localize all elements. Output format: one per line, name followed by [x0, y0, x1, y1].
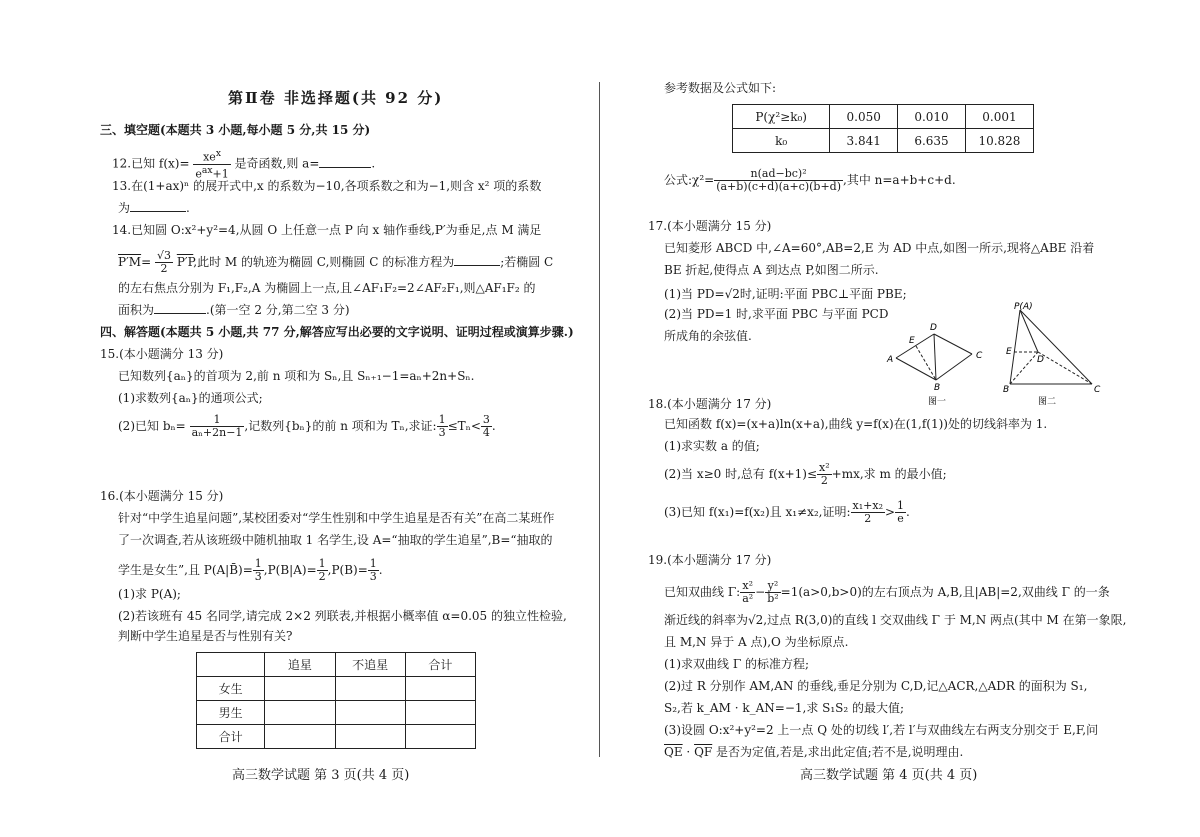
edge-cb: [936, 354, 972, 380]
q14-fraction: [155, 250, 173, 275]
table-header-cell: 合计: [405, 653, 475, 677]
q16-fraction-3: [368, 558, 379, 583]
label-c: C: [1094, 385, 1101, 395]
question-19-line5: (2)过 R 分别作 AM,AN 的垂线,垂足分别为 C,D,记△ACR,△ADR 的面积为 S₁,: [664, 679, 1088, 693]
formula-fraction: [714, 168, 843, 193]
question-17-line3: (1)当 PD=√2时,证明:平面 PBC⊥平面 PBE;: [664, 287, 907, 301]
q18-den: 2: [820, 474, 828, 487]
question-14-line3: 的左右焦点分别为 F₁,F₂,A 为椭圆上一点,且∠AF₁F₂=2∠AF₂F₁,则△AF₁F₂ 的: [118, 281, 536, 295]
page-footer: 高三数学试题 第 4 页(共 4 页): [800, 768, 978, 783]
edge-db: [934, 334, 936, 380]
question-19-head: 19.(本小题满分 17 分): [648, 553, 772, 567]
question-16-line5: (2)若该班有 45 名同学,请完成 2×2 列联表,并根据小概率值 α=0.05 的独立性检验,: [118, 609, 567, 623]
table-header-cell: 不追星: [335, 653, 405, 677]
ref-cell: 0.050: [830, 105, 898, 129]
edge-pd: [1020, 310, 1038, 352]
ref-cell: 3.841: [830, 129, 898, 153]
vector-qe: $\overline{QE}$: [664, 745, 683, 759]
q16-f2-den: 2: [318, 570, 326, 583]
table-cell[interactable]: [335, 701, 405, 725]
formula-den: (a+b)(c+d)(a+c)(b+d): [716, 180, 841, 193]
question-19-line2: 渐近线的斜率为√2,过点 R(3,0)的直线 l 交双曲线 Γ 于 M,N 两点(其中 M 在第一象限,: [664, 613, 1127, 627]
answer-blank[interactable]: [319, 167, 371, 168]
q15-fraction-2: [481, 414, 492, 439]
question-17-head: 17.(本小题满分 15 分): [648, 219, 772, 233]
label-p: P(A): [1014, 302, 1033, 312]
q12-fraction: [193, 148, 230, 180]
question-19-line7: (3)设圆 O:x²+y²=2 上一点 Q 处的切线 l′,若 l′与双曲线左右两支分别交于 E,F,问: [664, 723, 1099, 737]
q16-f1-den: 3: [254, 570, 262, 583]
ref-cell: k₀: [733, 129, 830, 153]
question-17-line4: (2)当 PD=1 时,求平面 PBC 与平面 PCD: [664, 307, 889, 321]
question-15-line2: (1)求数列{aₙ}的通项公式;: [118, 391, 263, 405]
label-e: E: [909, 336, 915, 346]
q15-den: aₙ+2n−1: [191, 426, 243, 439]
question-14-line4: [118, 302, 350, 318]
q13-text-b: 为: [118, 201, 131, 215]
formula-num: n(ad−bc)²: [714, 168, 843, 181]
q14-tail2: ;若椭圆 C: [500, 255, 554, 269]
question-18-line2: (1)求实数 a 的值;: [664, 439, 760, 453]
q18-num2: x₁+x₂: [852, 499, 883, 512]
answer-blank[interactable]: [154, 313, 206, 314]
question-19-line1: [664, 580, 1110, 605]
q19-f1-num: x²: [740, 580, 755, 593]
label-e: E: [1006, 347, 1012, 357]
q12-den: e: [195, 167, 202, 181]
ref-cell: 0.010: [898, 105, 966, 129]
q14-tail-d: .(第一空 2 分,第二空 3 分): [206, 303, 350, 317]
q14-frac-den: 2: [160, 262, 168, 275]
q15-f1-den: 3: [438, 426, 446, 439]
q15-text-b: ,记数列{bₙ}的前 n 项和为 Tₙ,求证:: [244, 419, 437, 433]
table-cell[interactable]: [265, 677, 335, 701]
q18-num: x²: [819, 461, 830, 474]
q12-text-a: 12.已知 f(x)=: [112, 156, 190, 171]
q15-fraction-b: [190, 414, 245, 439]
label-c: C: [976, 351, 983, 361]
question-17-line2: BE 折起,使得点 A 到达点 P,如图二所示.: [664, 263, 879, 277]
table-header-cell: [197, 653, 265, 677]
section-fill-blank: 三、填空题(本题共 3 小题,每小题 5 分,共 15 分): [100, 123, 371, 137]
part-title: 第Ⅱ卷 非选择题(共 92 分): [228, 89, 444, 107]
question-16-line3: [118, 558, 383, 583]
q12-den-sup: ax: [201, 164, 213, 176]
q15-f2-den: 4: [482, 426, 490, 439]
q18-den3: e: [897, 512, 904, 525]
ref-cell: 6.635: [898, 129, 966, 153]
ref-cell: 10.828: [965, 129, 1033, 153]
contingency-table: [196, 652, 476, 749]
q15-mid: ≤Tₙ<: [447, 419, 481, 433]
answer-blank[interactable]: [454, 265, 500, 266]
q18-den2: 2: [864, 512, 872, 525]
q18-num3: 1: [897, 499, 905, 512]
label-d: D: [930, 323, 937, 333]
edge-ad: [896, 334, 934, 358]
edge-dc: [934, 334, 972, 354]
question-17-line1: 已知菱形 ABCD 中,∠A=60°,AB=2,E 为 AD 中点,如图一所示,现将△ABE 沿着: [664, 241, 1095, 255]
q16-end: .: [378, 563, 383, 577]
q12-num-sup: x: [215, 148, 221, 159]
table-cell[interactable]: [405, 677, 475, 701]
q18-fraction-3: [895, 500, 906, 525]
q16-f2-num: 1: [318, 557, 326, 570]
formula-text-b: ,其中 n=a+b+c+d.: [843, 173, 956, 187]
figure-caption: 图一: [928, 397, 947, 407]
q12-num: xe: [203, 150, 216, 164]
q16-f3-den: 3: [369, 570, 377, 583]
q14-text-d: 面积为: [118, 303, 155, 317]
table-row-label: 女生: [197, 677, 265, 701]
figure-one: [882, 318, 992, 408]
question-12: 12.已知 f(x)= $xe^x$ $e^{ax}+1$ 是奇函数,则 a= .: [112, 148, 376, 181]
ref-cell: 0.001: [965, 105, 1033, 129]
figure-caption: 图二: [1038, 397, 1057, 407]
table-cell[interactable]: [405, 725, 475, 749]
q19-f1-den: a²: [742, 592, 754, 605]
table-cell[interactable]: [405, 701, 475, 725]
question-14-line2: P′M= $\frac{√3}{2}$ P′P,此时 M 的轨迹为椭圆 C,则椭圆 C 的标准方程为 ;若椭圆 C: [118, 249, 554, 275]
table-cell[interactable]: [265, 701, 335, 725]
question-16-line4: (1)求 P(A);: [118, 587, 181, 601]
q19-text-a: 已知双曲线 Γ:: [664, 585, 741, 599]
dot-operator: ·: [682, 745, 695, 759]
question-15-line3: [118, 414, 496, 439]
label-b: B: [1003, 385, 1010, 395]
vector-pp: P′P: [176, 255, 194, 269]
right-page: [600, 0, 1200, 837]
question-18-line3: [664, 462, 947, 487]
question-15-line1: 已知数列{aₙ}的首项为 2,前 n 项和为 Sₙ,且 Sₙ₊₁−1=aₙ+2n+Sₙ.: [118, 369, 475, 383]
q16-fraction-2: [317, 558, 328, 583]
question-13-line2: 为 .: [118, 201, 190, 215]
reference-table: [732, 104, 1034, 153]
table-header-cell: 追星: [265, 653, 335, 677]
q19-fraction-2: [765, 580, 780, 605]
question-14-line1: 14.已知圆 O:x²+y²=4,从圆 O 上任意一点 P 向 x 轴作垂线,P′为垂足,点 M 满足: [112, 223, 542, 237]
figure-two: [1000, 300, 1110, 408]
vector-qf: $\overline{QF}$: [694, 745, 713, 759]
question-19-line8: [664, 744, 963, 760]
q19-line8-text: 是否为定值,若是,求出此定值;若不是,说明理由.: [712, 745, 964, 759]
formula-text-a: 公式:χ²=: [664, 173, 715, 187]
q16-text-b: ,P(B|A)=: [263, 563, 317, 577]
q19-f2-num: y²: [765, 580, 780, 593]
q14-tail: ,此时 M 的轨迹为椭圆 C,则椭圆 C 的标准方程为: [193, 255, 455, 269]
q18-mid: >: [884, 505, 896, 519]
table-row-label: 合计: [197, 725, 265, 749]
q19-minus: −: [755, 585, 766, 599]
q16-fraction-1: [253, 558, 264, 583]
q18-text-a: (2)当 x≥0 时,总有 f(x+1)≤: [664, 467, 818, 481]
question-18-line1: 已知函数 f(x)=(x+a)ln(x+a),曲线 y=f(x)在(1,f(1))处的切线斜率为 1.: [664, 417, 1048, 431]
question-18-head: 18.(本小题满分 17 分): [648, 397, 772, 411]
q15-f1-num: 1: [438, 413, 446, 426]
label-d: D: [1037, 355, 1044, 365]
q15-text-a: (2)已知 bₙ=: [118, 419, 186, 433]
q16-f1-num: 1: [254, 557, 262, 570]
q16-text-a: 学生是女生”,且 P(A|B̄)=: [118, 563, 253, 577]
q18-fraction-2: [851, 500, 885, 525]
q19-fraction-1: [740, 580, 755, 605]
q18-end: .: [906, 505, 910, 519]
edge-bd: [1010, 352, 1038, 384]
question-19-line6: S₂,若 k_AM · k_AN=−1,求 S₁S₂ 的最大值;: [664, 701, 905, 715]
vector-pm: P′M: [118, 255, 142, 269]
q15-num: 1: [190, 414, 245, 427]
q15-end: .: [491, 419, 496, 433]
question-15-head: 15.(本小题满分 13 分): [100, 347, 224, 361]
table-row-label: 男生: [197, 701, 265, 725]
q16-f3-num: 1: [369, 557, 377, 570]
question-16-head: 16.(本小题满分 15 分): [100, 489, 224, 503]
q16-text-c: ,P(B)=: [327, 563, 368, 577]
question-16-line6: 判断中学生追星是否与性别有关?: [118, 629, 293, 643]
q19-f2-den: b²: [767, 592, 779, 605]
question-17-line5: 所成角的余弦值.: [664, 329, 752, 343]
q15-fraction-1: [437, 414, 448, 439]
table-cell[interactable]: [335, 725, 405, 749]
q12-text-b: 是奇函数,则 a=: [234, 156, 320, 171]
question-19-line4: (1)求双曲线 Γ 的标准方程;: [664, 657, 809, 671]
q18-line4-a: (3)已知 f(x₁)=f(x₂)且 x₁≠x₂,证明:: [664, 505, 851, 519]
label-b: B: [934, 383, 941, 393]
q12-den-tail: +1: [212, 167, 229, 181]
q18-fraction: [817, 462, 832, 487]
chi-square-formula: [664, 168, 956, 193]
question-19-line3: 且 M,N 异于 A 点),O 为坐标原点.: [664, 635, 849, 649]
reference-title: 参考数据及公式如下:: [664, 81, 777, 95]
q18-text-b: +mx,求 m 的最小值;: [831, 467, 947, 481]
edge-pc: [1020, 310, 1092, 384]
ref-cell: P(χ²≥k₀): [733, 105, 830, 129]
question-16-line1: 针对“中学生追星问题”,某校团委对“学生性别和中学生追星是否有关”在高二某班作: [118, 511, 555, 525]
question-13-line1: 13.在(1+ax)ⁿ 的展开式中,x 的系数为−10,各项系数之和为−1,则含 x² 项的系数: [112, 179, 542, 193]
table-cell[interactable]: [265, 725, 335, 749]
page-footer: 高三数学试题 第 3 页(共 4 页): [232, 768, 410, 783]
q19-text-b: =1(a>0,b>0)的左右顶点为 A,B,且|AB|=2,双曲线 Γ 的一条: [780, 585, 1110, 599]
table-cell[interactable]: [335, 677, 405, 701]
question-18-line4: [664, 500, 910, 525]
answer-blank[interactable]: [130, 211, 186, 212]
question-16-line2: 了一次调查,若从该班级中随机抽取 1 名学生,设 A=“抽取的学生追星”,B=“抽取的: [118, 533, 553, 547]
section-solution: 四、解答题(本题共 5 小题,共 77 分,解答应写出必要的文字说明、证明过程或演算步骤.): [100, 325, 574, 339]
q14-frac-num: √3: [156, 249, 171, 262]
label-a: A: [887, 355, 894, 365]
q15-f2-num: 3: [482, 413, 490, 426]
